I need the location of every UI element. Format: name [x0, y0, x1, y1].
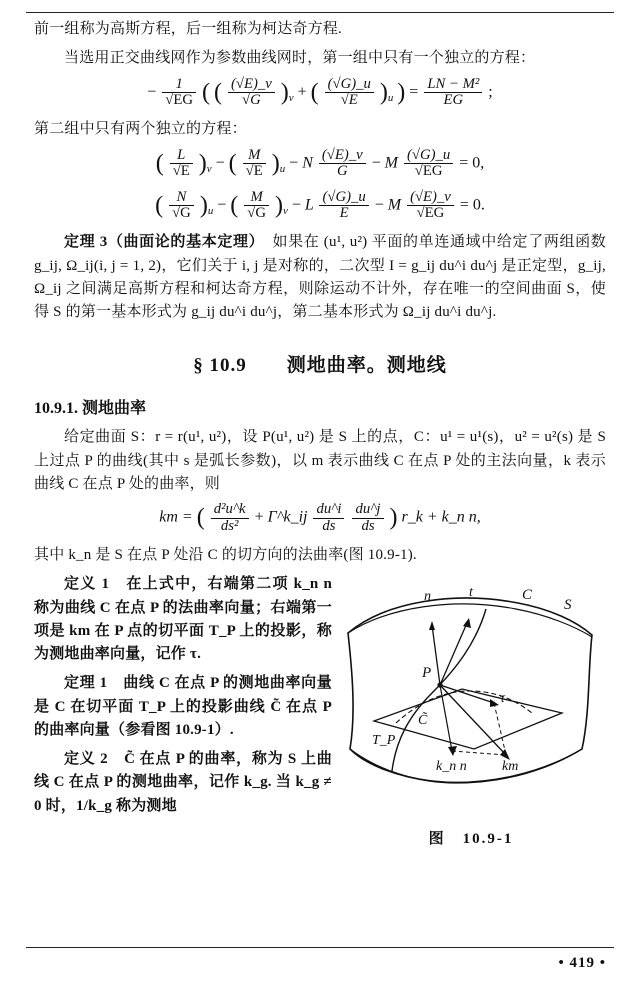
surface-top-edge — [348, 604, 592, 637]
equation-1-plus: + — [297, 83, 307, 101]
equation-3-coef-M: M — [387, 196, 402, 214]
theorem-1-text: 曲线 C 在点 P 的测地曲率向量是 C 在切平面 T_P 上的投影曲线 C̃ 在点 P 的曲率向量（参看图 10.9-1）. — [34, 675, 332, 738]
equation-1-term-1-num: (√E)_v — [230, 75, 272, 92]
figure-label-S: S — [564, 597, 572, 614]
theorem-1 — [34, 672, 332, 742]
theorem-3-text: 如果在 (u¹, u²) 平面的单连通域中给定了两组函数 g_ij, Ω_ij(i, j = 1, 2)，它们关于 i, j 是对称的，二次型 I = g_ij du^i du^j 是正定型，g_ij, Ω_ij 之间满足高斯方程和柯达奇方程，则除运动不计外，存在唯一的空间曲面 S，使得 S 的第一基本形式为 g_ij du^i du^j，第二基本形式为 Ω_ij du^i du^j. — [34, 234, 606, 321]
curve-C-path — [392, 609, 486, 771]
figure-label-C: C — [522, 587, 533, 604]
text-column — [34, 573, 332, 824]
equation-1-trailing: ; — [488, 83, 493, 101]
paragraph-1-text: 前一组称为高斯方程，后一组称为柯达奇方程. — [34, 21, 342, 37]
equation-2-term-4 — [404, 148, 453, 180]
equation-3-term-3-den: E — [319, 205, 368, 221]
paragraph-2-text: 当选用正交曲线网作为参数曲线网时，第一组中只有一个独立的方程： — [64, 50, 536, 67]
equation-3-term-2-num: M — [250, 188, 263, 205]
figure-label-knn: k_n n — [436, 759, 467, 775]
equation-2 — [34, 148, 606, 180]
bottom-divider — [26, 947, 614, 948]
equation-2-term-4-den: √EG — [404, 163, 453, 179]
equation-3-term-3-num: (√G)_u — [322, 188, 366, 205]
equation-4-second-derivative-num: d²u^k — [213, 501, 246, 518]
figure-label-c-tilde: C̃ — [418, 713, 428, 729]
equation-3-term-4-num: (√E)_v — [410, 188, 451, 205]
equation-1-open-paren: ( — [201, 78, 210, 105]
projected-curve-path — [396, 691, 532, 723]
normal-vector-line — [432, 625, 440, 685]
equation-2-term-1-subscript: v — [206, 162, 212, 175]
equation-2-coef-M: M — [384, 154, 398, 172]
equation-4-second-derivative — [211, 502, 249, 534]
definition-1 — [34, 573, 332, 666]
equation-3-open-paren-1: ( — [155, 192, 164, 219]
equation-1-term-2-num: (√G)_u — [327, 75, 371, 92]
theorem-3-label: 定理 3 — [64, 234, 108, 251]
subsection-number: 10.9.1. — [34, 400, 78, 418]
tangent-vector-line — [440, 623, 467, 685]
figure-column — [336, 573, 606, 848]
equation-2-term-2-num: M — [248, 146, 261, 163]
equation-2-close-paren-2: ) — [271, 150, 280, 177]
paragraph-2 — [34, 47, 606, 70]
body-after-equation-text: 其中 k_n 是 S 在点 P 处沿 C 的切方向的法曲率(图 10.9-1). — [34, 547, 417, 564]
equation-1-outer-num: 1 — [175, 75, 183, 92]
equation-2-term-4-num: (√G)_u — [407, 146, 451, 163]
definition-2 — [34, 748, 332, 818]
equation-2-minus-1: − — [215, 154, 225, 172]
figure-label-tau: τ — [500, 691, 506, 707]
equation-3-term-1-den: √G — [169, 205, 194, 221]
equation-4-open-paren: ( — [196, 504, 205, 531]
equation-3-close-paren-1: ) — [199, 192, 208, 219]
equation-2-term-1 — [170, 148, 193, 180]
equation-4-fraction-1-num: du^i — [316, 501, 342, 518]
definition-2-label: 定义 2 — [64, 751, 108, 768]
equation-4-fraction-2-den: ds — [352, 518, 383, 534]
tangent-plane — [374, 689, 562, 749]
equation-1-rhs-den: EG — [424, 92, 482, 108]
theorem-3 — [34, 231, 606, 324]
figure-label-tangent-plane: T_P — [372, 733, 396, 749]
equation-2-open-paren-2: ( — [228, 150, 237, 177]
equation-4-fraction-2 — [352, 502, 383, 534]
equation-2-coef-N: N — [302, 154, 313, 172]
equation-2-minus-3: − — [371, 154, 381, 172]
equation-1-close-paren-inner-1: ) — [280, 78, 289, 105]
equation-2-term-2-subscript: u — [279, 162, 286, 175]
theorem-1-label: 定理 1 — [64, 675, 108, 692]
section-heading — [34, 350, 606, 377]
equation-4-fraction-1 — [313, 502, 344, 534]
top-divider — [26, 12, 614, 13]
equation-2-term-2-den: √E — [243, 163, 266, 179]
equation-1-rhs-num: LN − M² — [427, 75, 480, 92]
equation-2-term-3 — [319, 148, 366, 180]
body-intro — [34, 426, 606, 496]
equation-4-fraction-2-num: du^j — [355, 501, 381, 518]
equation-2-open-paren-1: ( — [155, 150, 164, 177]
equation-1-term-2 — [325, 77, 374, 109]
equation-1 — [34, 77, 606, 109]
equation-3-term-1-num: N — [176, 188, 187, 205]
equation-3-term-2 — [244, 190, 269, 222]
equation-4 — [34, 502, 606, 534]
projection-dash-1 — [494, 703, 506, 755]
projection-dash-2 — [452, 751, 506, 755]
equation-3-term-4 — [407, 190, 454, 222]
equation-2-minus-2: − — [289, 154, 299, 172]
definition-1-label: 定义 1 — [64, 576, 110, 593]
figure-label-t: t — [469, 585, 473, 601]
equation-2-term-1-num: L — [177, 146, 186, 163]
normal-vector-arrow — [429, 621, 435, 630]
figure-caption: 图 10.9-1 — [428, 831, 514, 848]
figure-10-9-1 — [336, 573, 604, 821]
subsection-title: 测地曲率 — [82, 400, 147, 418]
equation-1-outer-fraction — [162, 77, 196, 109]
equation-1-minus: − — [147, 83, 157, 101]
equation-4-second-derivative-den: ds² — [211, 518, 249, 534]
equation-2-rhs: = 0, — [459, 154, 485, 172]
equation-4-lhs: km = — [159, 508, 193, 526]
equation-4-plus: + — [254, 508, 264, 526]
paragraph-1 — [34, 18, 606, 41]
equation-3-term-4-den: √EG — [407, 205, 454, 221]
body-intro-text: 给定曲面 S：r = r(u¹, u²)，设 P(u¹, u²) 是 S 上的点，C：u¹ = u¹(s)，u² = u²(s) 是 S 上过点 P 的曲线(其中 s 是弧长参数)，以 m 表示曲线 C 在点 P 处的主法向量，k 表示曲线 C 在点 P 处的曲率，则 — [34, 429, 606, 492]
definition-2-text: C̃ 在点 P 的曲率，称为 S 上曲线 C 在点 P 的测地曲率，记作 k_g. 当 k_g ≠ 0 时，1/k_g 称为测地 — [34, 751, 332, 814]
equation-3-minus-3: − — [374, 196, 384, 214]
equation-3-term-3 — [319, 190, 368, 222]
subsection-heading — [34, 395, 606, 418]
equation-3 — [34, 190, 606, 222]
equation-3-term-2-den: √G — [244, 205, 269, 221]
equation-2-term-3-num: (√E)_v — [321, 146, 363, 163]
equation-3-rhs: = 0. — [459, 196, 485, 214]
equation-2-close-paren-1: ) — [198, 150, 207, 177]
equation-3-term-1 — [169, 190, 194, 222]
equation-1-close-paren-inner-2: ) — [379, 78, 388, 105]
equation-1-open-paren-inner-2: ( — [310, 78, 319, 105]
equation-3-coef-L: L — [304, 196, 314, 214]
equation-3-term-1-subscript: u — [207, 204, 214, 217]
equation-3-term-2-subscript: v — [283, 204, 288, 217]
equation-4-fraction-1-den: ds — [313, 518, 344, 534]
equation-1-close-paren: ) — [397, 78, 406, 105]
equation-3-minus-1: − — [217, 196, 227, 214]
theorem-3-paren: （曲面论的基本定理） — [107, 234, 257, 251]
equation-3-minus-2: − — [291, 196, 301, 214]
two-column-area — [34, 573, 606, 848]
equation-1-term-1-den: √G — [228, 92, 275, 108]
equation-3-open-paren-2: ( — [230, 192, 239, 219]
paragraph-3-text: 第二组中只有两个独立的方程： — [34, 121, 247, 138]
equation-1-outer-den: √EG — [162, 92, 196, 108]
tangent-vector-arrow — [463, 618, 471, 628]
equation-1-term-1-subscript: v — [288, 91, 294, 104]
equation-2-term-3-den: G — [319, 163, 366, 179]
figure-label-km: km — [502, 759, 519, 775]
equation-3-close-paren-2: ) — [275, 192, 284, 219]
equation-2-term-2 — [243, 148, 266, 180]
equation-1-term-1 — [228, 77, 275, 109]
equation-4-tail: r_k + k_n n, — [401, 508, 481, 526]
equation-1-rhs-fraction — [424, 77, 482, 109]
equation-1-equals: = — [409, 83, 419, 101]
section-number: § 10.9 — [193, 355, 247, 377]
equation-4-close-paren: ) — [389, 504, 398, 531]
paragraph-3 — [34, 118, 606, 141]
figure-label-P: P — [422, 665, 432, 682]
equation-4-christoffel: Γ^k_ij — [267, 508, 308, 526]
figure-label-n: n — [424, 589, 431, 605]
page-number: • 419 • — [558, 955, 606, 971]
equation-1-term-2-subscript: u — [387, 91, 394, 104]
section-title: 测地曲率。测地线 — [286, 355, 447, 377]
equation-2-term-1-den: √E — [170, 163, 193, 179]
equation-1-open-paren-inner-1: ( — [213, 78, 222, 105]
equation-1-term-2-den: √E — [325, 92, 374, 108]
body-after-equation — [34, 544, 606, 567]
definition-1-text: 在上式中，右端第二项 k_n n 称为曲线 C 在点 P 的法曲率向量；右端第一项是 km 在 P 点的切平面 T_P 上的投影，称为测地曲率向量，记作 τ. — [34, 576, 332, 663]
